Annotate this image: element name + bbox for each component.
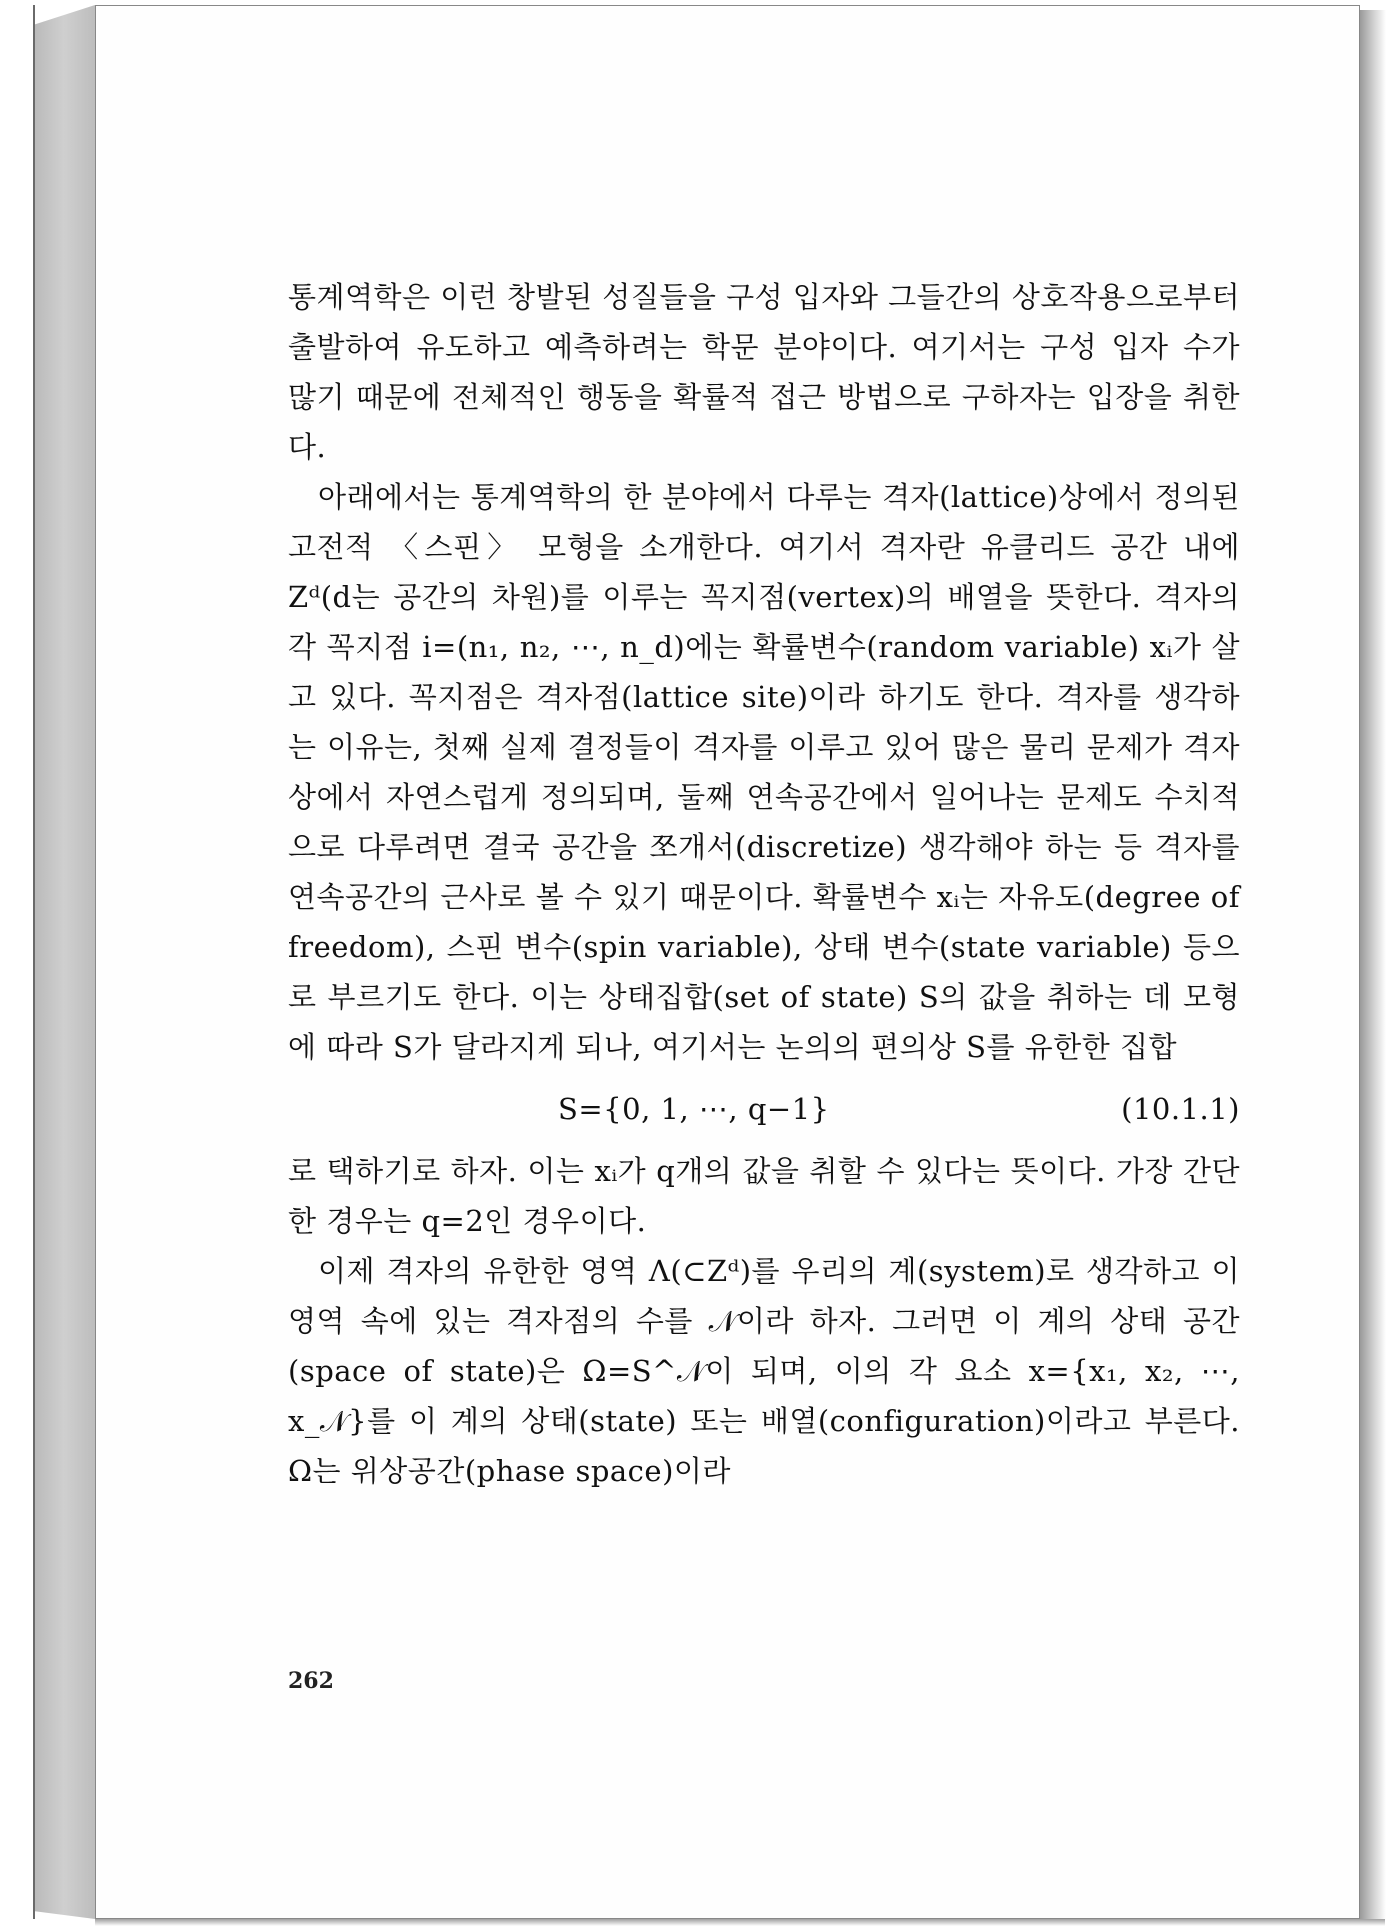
paragraph-4: 이제 격자의 유한한 영역 Λ(⊂Zᵈ)를 우리의 계(system)로 생각하고 이 영역 속에 있는 격자점의 수를 𝒩이라 하자. 그러면 이 계의 상태 공간(space of state)은 Ω=S^𝒩이 되며, 이의 각 요소 x={x₁, x₂, ⋯, x_𝒩}를 이 계의 상태(state) 또는 배열(configuration)이라고 부른다. Ω는 위상공간(phase space)이라 <box>288 1254 1240 1488</box>
page-right-shadow <box>1360 10 1386 1920</box>
page-number: 262 <box>288 1668 334 1694</box>
book-spine-edge <box>33 5 95 1919</box>
page-bottom-shadow <box>95 1919 1385 1926</box>
paragraph-1: 통계역학은 이런 창발된 성질들을 구성 입자와 그들간의 상호작용으로부터 출발하여 유도하고 예측하려는 학문 분야이다. 여기서는 구성 입자 수가 많기 때문에 전체적인 행동을 확률적 접근 방법으로 구하자는 입장을 취한다. <box>288 280 1240 464</box>
paragraph-3: 로 택하기로 하자. 이는 xᵢ가 q개의 값을 취할 수 있다는 뜻이다. 가장 간단한 경우는 q=2인 경우이다. <box>288 1154 1240 1238</box>
equation-number: (10.1.1) <box>1121 1092 1240 1126</box>
equation-body: S={0, 1, ⋯, q−1} <box>558 1092 830 1126</box>
equation-10-1-1 <box>288 1072 1240 1146</box>
paragraph-2: 아래에서는 통계역학의 한 분야에서 다루는 격자(lattice)상에서 정의된 고전적 〈스핀〉 모형을 소개한다. 여기서 격자란 유클리드 공간 내에 Zᵈ(d는 공간의 차원)를 이루는 꼭지점(vertex)의 배열을 뜻한다. 격자의 각 꼭지점 i=(n₁, n₂, ⋯, n_d)에는 확률변수(random variable) xᵢ가 살고 있다. 꼭지점은 격자점(lattice site)이라 하기도 한다. 격자를 생각하는 이유는, 첫째 실제 결정들이 격자를 이루고 있어 많은 물리 문제가 격자상에서 자연스럽게 정의되며, 둘째 연속공간에서 일어나는 문제도 수치적으로 다루려면 결국 공간을 쪼개서(discretize) 생각해야 하는 등 격자를 연속공간의 근사로 볼 수 있기 때문이다. 확률변수 xᵢ는 자유도(degree of freedom), 스핀 변수(spin variable), 상태 변수(state variable) 등으로 부르기도 한다. 이는 상태집합(set of state) S의 값을 취하는 데 모형에 따라 S가 달라지게 되나, 여기서는 논의의 편의상 S를 유한한 집합 <box>288 480 1240 1064</box>
body-text <box>288 272 1240 1496</box>
